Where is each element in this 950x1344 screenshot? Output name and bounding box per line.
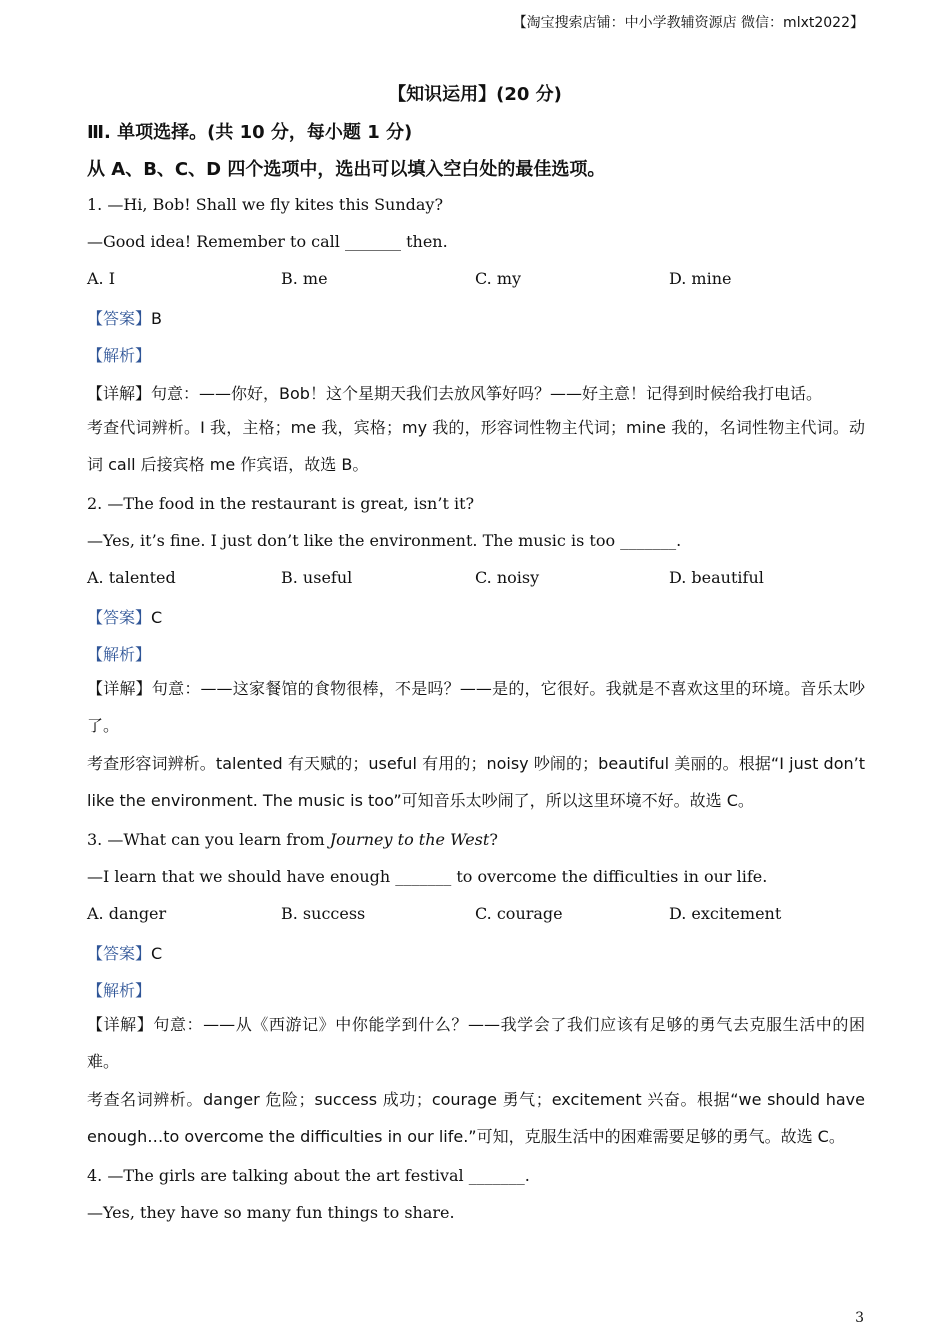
q2-option-d: D. beautiful (669, 568, 764, 587)
q2-explain: 考查形容词辨析。talented 有天赋的；useful 有用的；noisy 吵闹的；beautiful 美丽的。根据“I just don’t like the environment. The music is too”可知音乐太吵闹了，所以这里环境不好。故选 C。 (87, 754, 865, 810)
q1-option-c: C. my (475, 269, 522, 288)
q1-option-a: A. I (87, 269, 116, 288)
q3-option-b: B. success (281, 904, 366, 923)
q1-explain: 考查代词辨析。I 我，主格；me 我，宾格；my 我的，形容词性物主代词；mine 我的，名词性物主代词。动词 call 后接宾格 me 作宾语，故选 B。 (87, 418, 865, 474)
instruction: 从 A、B、C、D 四个选项中，选出可以填入空白处的最佳选项。 (87, 159, 606, 180)
answer-label: 【答案】 (87, 944, 152, 963)
q3-answer-value: C (151, 944, 163, 963)
q3-line1-suffix: ? (489, 830, 498, 849)
q3-option-c: C. courage (475, 904, 563, 923)
q4-line1: 4. —The girls are talking about the art festival _______. (87, 1166, 530, 1185)
q1-line2: —Good idea! Remember to call _______ then. (87, 232, 448, 251)
q2-detail-text: 句意：——这家餐馆的食物很棒，不是吗？——是的，它很好。我就是不喜欢这里的环境。音乐太吵了。 (87, 679, 865, 735)
q3-book-title: Journey to the West (329, 830, 490, 849)
q1-answer-value: B (151, 309, 162, 328)
q3-line1-prefix: 3. —What can you learn from (87, 830, 330, 849)
q1-option-b: B. me (281, 269, 328, 288)
q2-option-b: B. useful (281, 568, 353, 587)
q2-option-a: A. talented (87, 568, 176, 587)
q1-answer (87, 306, 162, 329)
q2-analysis-label: 【解析】 (87, 645, 152, 664)
page-number: 3 (855, 1310, 864, 1326)
section-title: 【知识运用】(20 分) (388, 84, 562, 105)
answer-label: 【答案】 (87, 309, 152, 328)
q3-detail (87, 1006, 865, 1080)
q2-detail (87, 670, 865, 744)
q3-line1 (87, 830, 498, 849)
q2-line1: 2. —The food in the restaurant is great, isn’t it? (87, 494, 475, 513)
q3-explain: 考查名词辨析。danger 危险；success 成功；courage 勇气；excitement 兴奋。根据“we should have enough…to overcome the difficulties in our life.”可知，克服生活中的困难需要足够的勇气。故选 C。 (87, 1090, 865, 1146)
detail-label: 【详解】 (87, 384, 152, 403)
q1-detail-text: 句意：——你好，Bob！这个星期天我们去放风筝好吗？——好主意！记得到时候给我打电话。 (151, 384, 822, 403)
answer-label: 【答案】 (87, 608, 152, 627)
q3-detail-text: 句意：——从《西游记》中你能学到什么？——我学会了我们应该有足够的勇气去克服生活中的困难。 (87, 1015, 865, 1071)
header-note: 【淘宝搜索店铺：中小学教辅资源店 微信：mlxt2022】 (512, 15, 864, 31)
q3-option-a: A. danger (87, 904, 167, 923)
q3-line2: —I learn that we should have enough _______ to overcome the difficulties in our life. (87, 867, 768, 886)
q1-analysis-label: 【解析】 (87, 346, 152, 365)
q1-option-d: D. mine (669, 269, 732, 288)
q3-answer (87, 941, 162, 964)
detail-label: 【详解】 (87, 679, 152, 698)
q1-detail (87, 381, 822, 404)
q4-line2: —Yes, they have so many fun things to share. (87, 1203, 455, 1222)
q3-option-d: D. excitement (669, 904, 782, 923)
q2-answer-value: C (151, 608, 163, 627)
q1-line1: 1. —Hi, Bob! Shall we fly kites this Sunday? (87, 195, 444, 214)
q2-answer (87, 605, 162, 628)
q3-analysis-label: 【解析】 (87, 981, 152, 1000)
q2-line2: —Yes, it’s fine. I just don’t like the environment. The music is too _______. (87, 531, 682, 550)
q2-option-c: C. noisy (475, 568, 540, 587)
part-title: Ⅲ. 单项选择。(共 10 分，每小题 1 分) (87, 122, 413, 143)
detail-label: 【详解】 (87, 1015, 154, 1034)
